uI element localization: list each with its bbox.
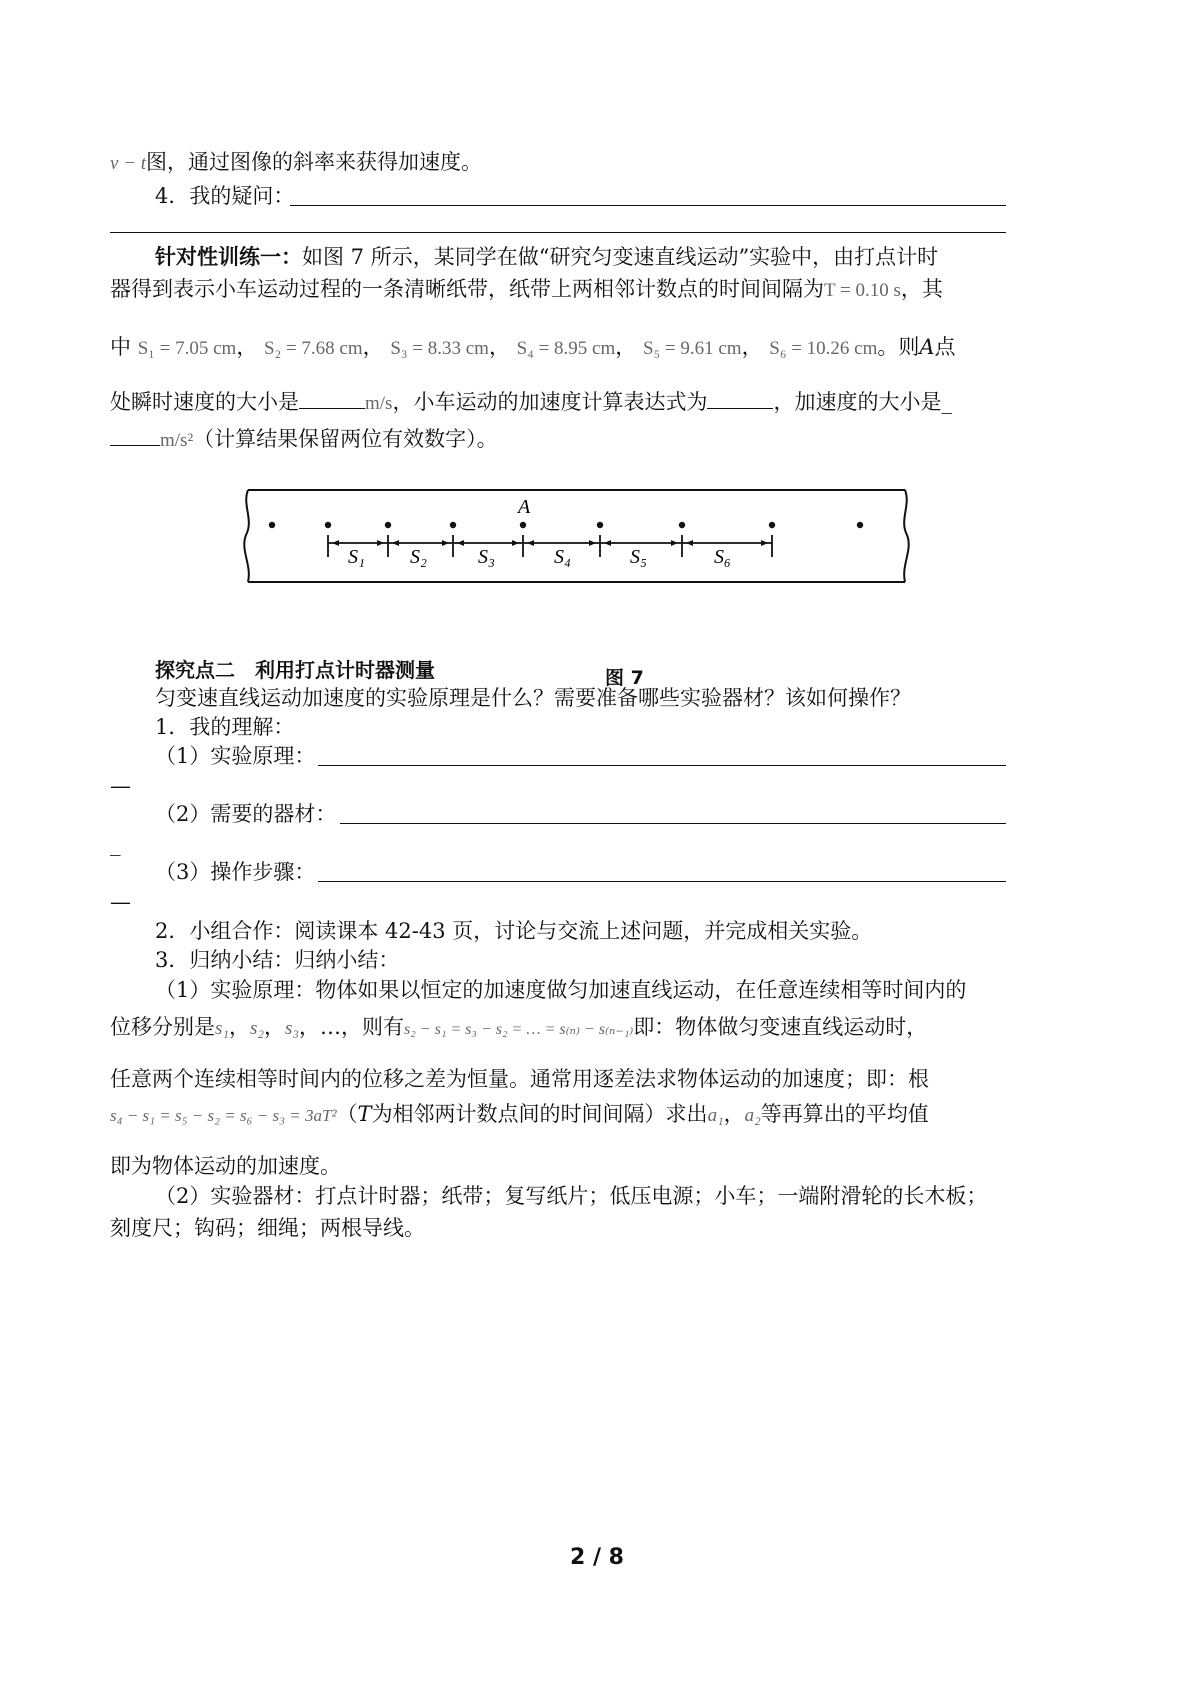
item-1-label: （1）实验原理： <box>155 744 316 768</box>
vt-line <box>110 148 482 178</box>
tape-dot <box>325 522 331 528</box>
summary-2a: （2）实验器材：打点计时器；纸带；复写纸片；低压电源；小车；一端附滑轮的长木板； <box>155 1184 988 1208</box>
training-line-3 <box>110 333 956 363</box>
period-math: T = 0.10 s <box>824 280 901 301</box>
training-text-5: （计算结果保留两位有效数字）。 <box>193 427 498 451</box>
training-text-3-lead: 中 <box>110 335 131 359</box>
training-line-1 <box>155 243 938 271</box>
segment-label-s6: S₆ <box>714 546 731 568</box>
sep: ， <box>741 335 763 359</box>
training-text-2a: 器得到表示小车运动过程的一条清晰纸带，纸带上两相邻计数点的时间间隔为 <box>110 277 824 301</box>
question-4-blank-2[interactable] <box>110 232 1006 233</box>
understanding-label: 1．我的理解： <box>155 715 295 739</box>
acceleration-blank[interactable] <box>110 425 160 446</box>
segment-label-s2: S₂ <box>410 546 427 568</box>
section-2-title: 探究点二 利用打点计时器测量 <box>155 658 435 682</box>
segment-label-s4: S₄ <box>554 546 571 568</box>
math-s3: s₃ <box>285 1018 299 1039</box>
summary-1d: s₄ − s₁ = s₅ − s₂ = s₆ − s₃ = 3aT²（T为相邻两计数点间的时间间隔）求出a₁，a₂等再算出的平均值 <box>110 1102 929 1126</box>
item-3-label: （3）操作步骤： <box>155 860 316 884</box>
page-number: 2 / 8 <box>570 1545 624 1570</box>
training-text-3-end: 。则 <box>877 335 920 359</box>
vt-math: v − t <box>110 153 147 174</box>
tape-dot-a <box>520 522 526 528</box>
section-2-question: 匀变速直线运动加速度的实验原理是什么？需要准备哪些实验器材？该如何操作？ <box>155 686 911 710</box>
summary-1b: 位移分别是s₁，s₂，s₃，…，则有s₂ − s₁ = s₃ − s₂ = … = s₍ₙ₎ − s₍ₙ₋₁₎即：物体做匀变速直线运动时， <box>110 1015 928 1039</box>
unit-ms2: m/s² <box>160 430 194 451</box>
s2-value: S₂ = 7.68 cm <box>264 338 363 359</box>
math-eq-2: s₄ − s₁ = s₅ − s₂ = s₆ − s₃ = 3aT² <box>110 1106 337 1125</box>
math-s2: s₂ <box>250 1018 264 1039</box>
tail-dash-1: — <box>110 774 131 798</box>
tape-dot <box>269 522 275 528</box>
s4-value: S₄ = 8.95 cm <box>516 338 616 359</box>
training-text-3-tail: 点 <box>934 335 956 359</box>
summary-1d-a: （ <box>336 1102 358 1126</box>
segment-label-s1: S₁ <box>348 546 365 568</box>
summary-1b-a: 位移分别是 <box>110 1015 215 1039</box>
training-text-4a: 处瞬时速度的大小是 <box>110 390 299 414</box>
procedure-blank[interactable] <box>318 881 1006 882</box>
s6-value: S₆ = 10.26 cm <box>769 338 878 359</box>
tape-dot <box>597 522 603 528</box>
coop-line: 2．小组合作：阅读课本 42-43 页，讨论与交流上述问题，并完成相关实验。 <box>155 919 873 943</box>
summary-1a: （1）实验原理：物体如果以恒定的加速度做匀加速直线运动，在任意连续相等时间内的 <box>155 978 967 1002</box>
velocity-blank[interactable] <box>299 388 365 409</box>
expression-blank[interactable] <box>707 388 773 409</box>
sep: ， <box>615 335 637 359</box>
math-t: T <box>357 1102 372 1126</box>
training-label: 针对性训练一： <box>155 244 302 269</box>
figure-caption: 图 7 <box>605 667 644 689</box>
s5-value: S₅ = 9.61 cm <box>642 338 742 359</box>
summary-1d-c: 等再算出的平均值 <box>760 1102 929 1126</box>
tape-dot <box>769 522 775 528</box>
training-text-2b: ，其 <box>900 277 943 301</box>
s1-value: S₁ = 7.05 cm <box>137 338 237 359</box>
summary-title: 3．归纳小结：归纳小结： <box>155 948 400 972</box>
question-4-label: 4．我的疑问： <box>155 184 295 208</box>
ellipsis: ，…， <box>299 1015 362 1039</box>
question-4-blank[interactable] <box>290 205 1006 206</box>
s3-value: S₃ = 8.33 cm <box>390 338 489 359</box>
unit-ms: m/s <box>365 393 393 414</box>
training-line-4 <box>110 388 952 418</box>
training-text-4b: ，小车运动的加速度计算表达式为 <box>392 390 708 414</box>
math-s1: s₁ <box>215 1018 229 1039</box>
tape-dot <box>857 522 863 528</box>
math-eq-1: s₂ − s₁ = s₃ − s₂ = … = s₍ₙ₎ − s₍ₙ₋₁₎ <box>404 1021 634 1038</box>
sep: ， <box>488 335 510 359</box>
training-text-1: 如图 7 所示，某同学在做“研究匀变速直线运动”实验中，由打点计时 <box>302 245 939 269</box>
summary-1d-b: 为相邻两计数点间的时间间隔）求出 <box>371 1102 708 1126</box>
tape-dot <box>385 522 391 528</box>
principle-blank[interactable] <box>318 765 1006 766</box>
math-a2: a₂ <box>744 1105 761 1126</box>
segment-label-s3: S₃ <box>478 546 495 568</box>
training-line-5 <box>110 425 498 455</box>
math-a1: a₁ <box>707 1105 724 1126</box>
segment-label-s5: S₅ <box>630 546 647 568</box>
sep: ， <box>236 335 258 359</box>
vt-text: 图，通过图像的斜率来获得加速度。 <box>146 150 483 174</box>
sep: ， <box>362 335 384 359</box>
summary-1b-b: 则有 <box>362 1015 404 1039</box>
item-2-label: （2）需要的器材： <box>155 802 337 826</box>
point-a: A <box>919 335 935 359</box>
tail-dash-2: _ <box>110 832 121 856</box>
summary-2b: 刻度尺；钩码；细绳；两根导线。 <box>110 1216 425 1240</box>
summary-1b-c: 即：物体做匀变速直线运动时， <box>633 1015 928 1039</box>
summary-1e: 即为物体运动的加速度。 <box>110 1154 341 1178</box>
tape-dot <box>679 522 685 528</box>
equipment-blank[interactable] <box>340 823 1006 824</box>
figure-point-a: A <box>518 496 531 518</box>
question-4-line <box>155 182 294 210</box>
summary-1c: 任意两个连续相等时间内的位移之差为恒量。通常用逐差法求物体运动的加速度；即：根 <box>110 1067 929 1091</box>
training-line-2 <box>110 275 943 305</box>
training-text-4c: ，加速度的大小是_ <box>773 390 952 414</box>
tail-dash-3: — <box>110 890 131 914</box>
tape-dot <box>450 522 456 528</box>
paper-tape-figure <box>240 485 912 595</box>
